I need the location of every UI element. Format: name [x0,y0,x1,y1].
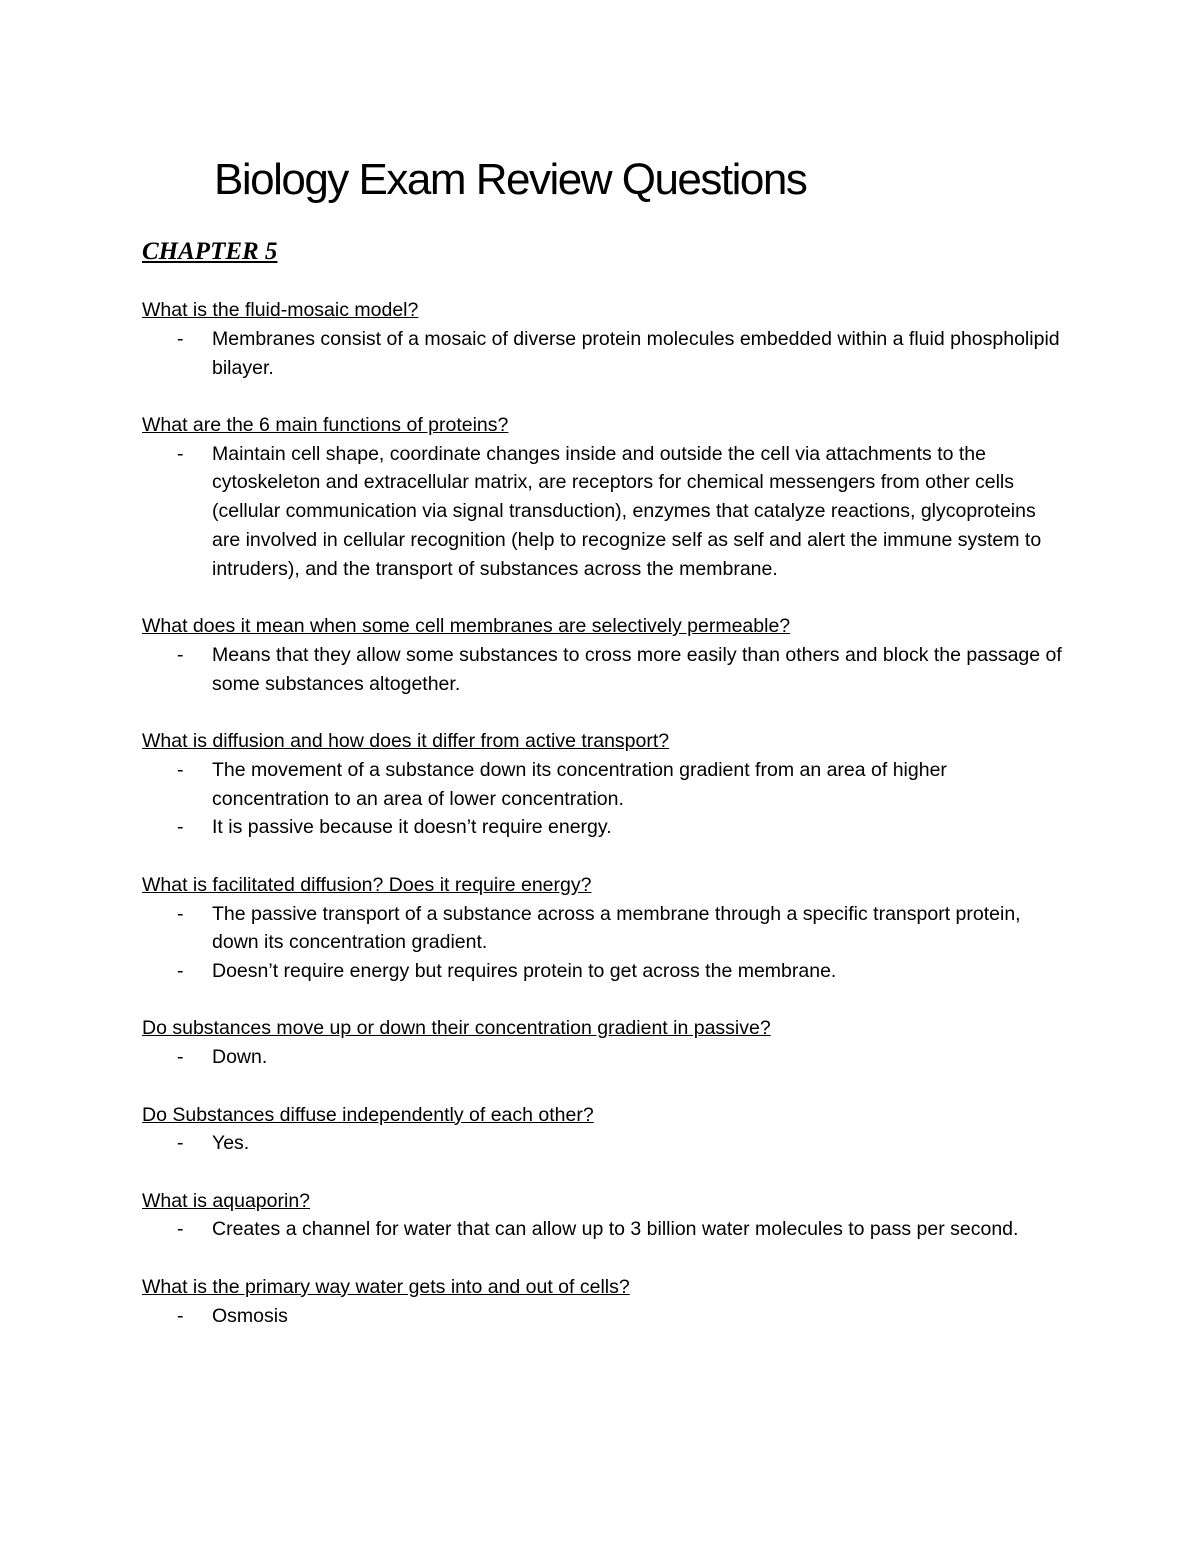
question-list [142,296,1062,1359]
answer-item: - The movement of a substance down its concentration gradient from an area of higher concentration to an area of lower concentration. [142,756,1062,814]
answer-list [142,1129,1062,1158]
answer-list [142,1302,1062,1331]
question-heading: What is diffusion and how does it differ from active transport? [142,730,670,753]
qa-block [142,1187,1062,1245]
qa-block [142,1273,1062,1331]
question-heading: What are the 6 main functions of proteins? [142,413,509,436]
answer-item: - Membranes consist of a mosaic of diverse protein molecules embedded within a fluid phospholipid bilayer. [142,325,1062,383]
qa-block [142,411,1062,584]
qa-block [142,612,1062,698]
answer-list [142,641,1062,699]
answer-list [142,1043,1062,1072]
answer-item: - Creates a channel for water that can allow up to 3 billion water molecules to pass per second. [142,1215,1062,1244]
chapter-heading: CHAPTER 5 [142,238,278,265]
answer-list [142,440,1062,584]
qa-block [142,1101,1062,1159]
qa-block [142,871,1062,986]
answer-list [142,1215,1062,1244]
qa-block [142,1014,1062,1072]
answer-item: - Maintain cell shape, coordinate changes inside and outside the cell via attachments to the cytoskeleton and extracellular matrix, are receptors for chemical messengers from other cells (cellular communication via signal transduction), enzymes that catalyze reactions, glycoproteins are involved in cellular recognition (help to recognize self as self and alert the immune system to intruders), and the transport of substances across the membrane. [142,440,1062,584]
question-heading: What is facilitated diffusion? Does it require energy? [142,873,592,896]
answer-list [142,325,1062,383]
answer-item: - Means that they allow some substances to cross more easily than others and block the passage of some substances altogether. [142,641,1062,699]
answer-item: - The passive transport of a substance across a membrane through a specific transport protein, down its concentration gradient. [142,900,1062,958]
document-title: Biology Exam Review Questions [214,155,807,204]
question-heading: What is the primary way water gets into and out of cells? [142,1275,630,1298]
qa-block [142,296,1062,382]
answer-list [142,900,1062,986]
question-heading: What is aquaporin? [142,1189,311,1212]
answer-list [142,756,1062,842]
answer-item: - Down. [142,1043,1062,1072]
answer-item: - Yes. [142,1129,1062,1158]
question-heading: Do Substances diffuse independently of each other? [142,1103,594,1126]
question-heading: What does it mean when some cell membranes are selectively permeable? [142,615,791,638]
answer-item: - Doesn’t require energy but requires protein to get across the membrane. [142,957,1062,986]
qa-block [142,727,1062,842]
question-heading: What is the fluid-mosaic model? [142,299,419,321]
answer-item: - Osmosis [142,1302,1062,1331]
answer-item: - It is passive because it doesn’t require energy. [142,813,1062,842]
question-heading: Do substances move up or down their concentration gradient in passive? [142,1017,771,1040]
